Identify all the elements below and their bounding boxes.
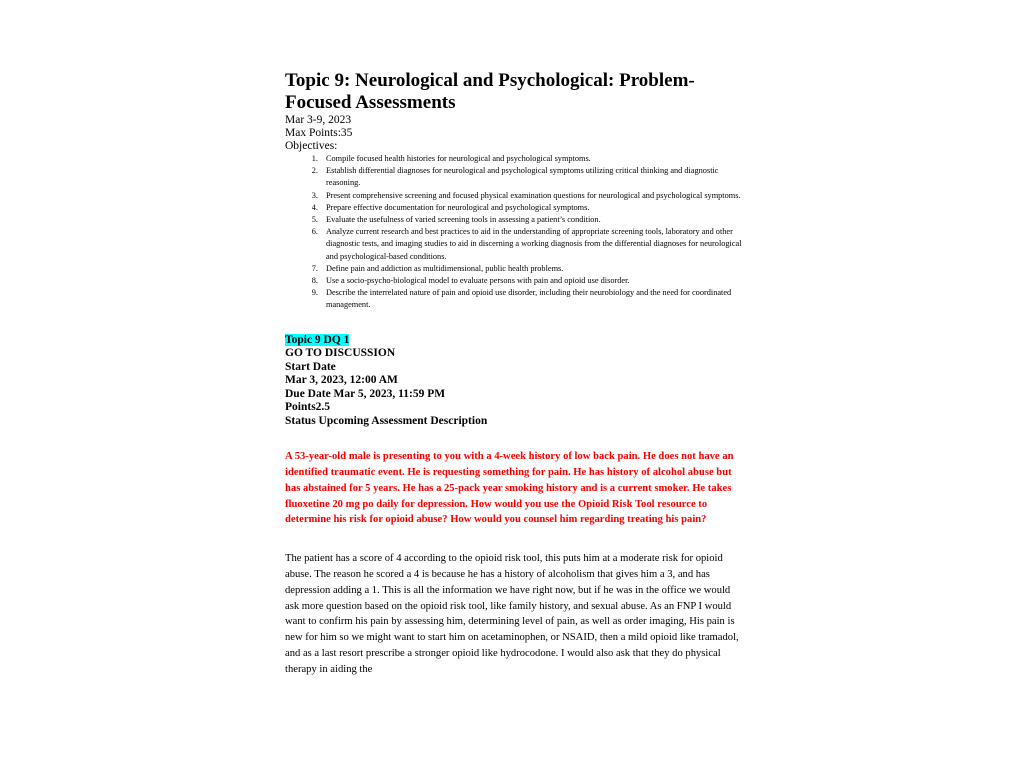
dq-title: Topic 9 DQ 1: [285, 333, 350, 346]
page-title: [285, 70, 745, 114]
objective-item: 8. Use a socio-psycho-biological model to evaluate persons with pain and opioid use disorder.: [320, 275, 745, 287]
start-date-label: Start Date: [285, 360, 336, 373]
objective-item: 4. Prepare effective documentation for neurological and psychological symptoms.: [320, 202, 745, 214]
go-to-discussion-link[interactable]: GO TO DISCUSSION: [285, 347, 396, 360]
objective-item: 9. Describe the interrelated nature of pain and opioid use disorder, including their neurobiology and the need for coordinated management.: [320, 287, 745, 311]
document-body: [285, 70, 745, 678]
objective-item: 5. Evaluate the usefulness of varied screening tools in assessing a patient’s condition.: [320, 214, 745, 226]
objectives-list: [285, 153, 745, 312]
status: Status Upcoming Assessment Description: [285, 414, 488, 427]
start-date: Mar 3, 2023, 12:00 AM: [285, 374, 398, 387]
max-points: Max Points:35: [285, 127, 353, 139]
objective-item: 2. Establish differential diagnoses for neurological and psychological symptoms utilizing critical thinking and diagnostic reasoning.: [320, 165, 745, 189]
topic-dates: Mar 3-9, 2023: [285, 114, 352, 126]
discussion-question: A 53-year-old male is presenting to you with a 4-week history of low back pain. He does not have an identified traumatic event. He is requesting something for pain. He has history of alcohol abuse but has abstained for 5 years. He has a 25-pack year smoking history and is a current smoker. He takes fluoxetine 20 mg po daily for depression. How would you use the Opioid Risk Tool resource to determine his risk for opioid abuse? How would you counsel him regarding treating his pain?: [285, 451, 734, 526]
discussion-answer: The patient has a score of 4 according to the opioid risk tool, this puts him at a moderate risk for opioid abuse. The reason he scored a 4 is because he has a history of alcoholism that gives him a 3, and has depression adding a 1. This is all the information we have right now, but if he was in the office we would ask more question based on the opioid risk tool, like family history, and sexual abuse. As an FNP I would want to confirm his pain by assessing him, determining level of pain, as well as order imaging, His pain is new for him so we might want to start him on acetaminophen, or NSAID, then a mild opioid like tramadol, and as a last resort prescribe a stronger opioid like hydrocodone. I would also ask that they do physical therapy in aiding the: [285, 553, 739, 675]
objective-item: 1. Compile focused health histories for neurological and psychological symptoms.: [320, 153, 745, 165]
due-date: Due Date Mar 5, 2023, 11:59 PM: [285, 387, 446, 400]
points: Points2.5: [285, 401, 331, 414]
title-line-1: Topic 9: Neurological and Psychological: Problem-: [285, 70, 695, 91]
discussion-info: [285, 334, 745, 429]
objective-item: 6. Analyze current research and best practices to aid in the understanding of appropriate screening tools, laboratory and other diagnostic tests, and imaging studies to aid in discerning a working diagnosis from the differential diagnoses for neurological and psychological-based conditions.: [320, 226, 745, 263]
title-line-2: Focused Assessments: [285, 92, 456, 113]
objectives-label: Objectives:: [285, 140, 338, 152]
objective-item: 7. Define pain and addiction as multidimensional, public health problems.: [320, 263, 745, 275]
objective-item: 3. Present comprehensive screening and focused physical examination questions for neurological and psychological symptoms.: [320, 190, 745, 202]
